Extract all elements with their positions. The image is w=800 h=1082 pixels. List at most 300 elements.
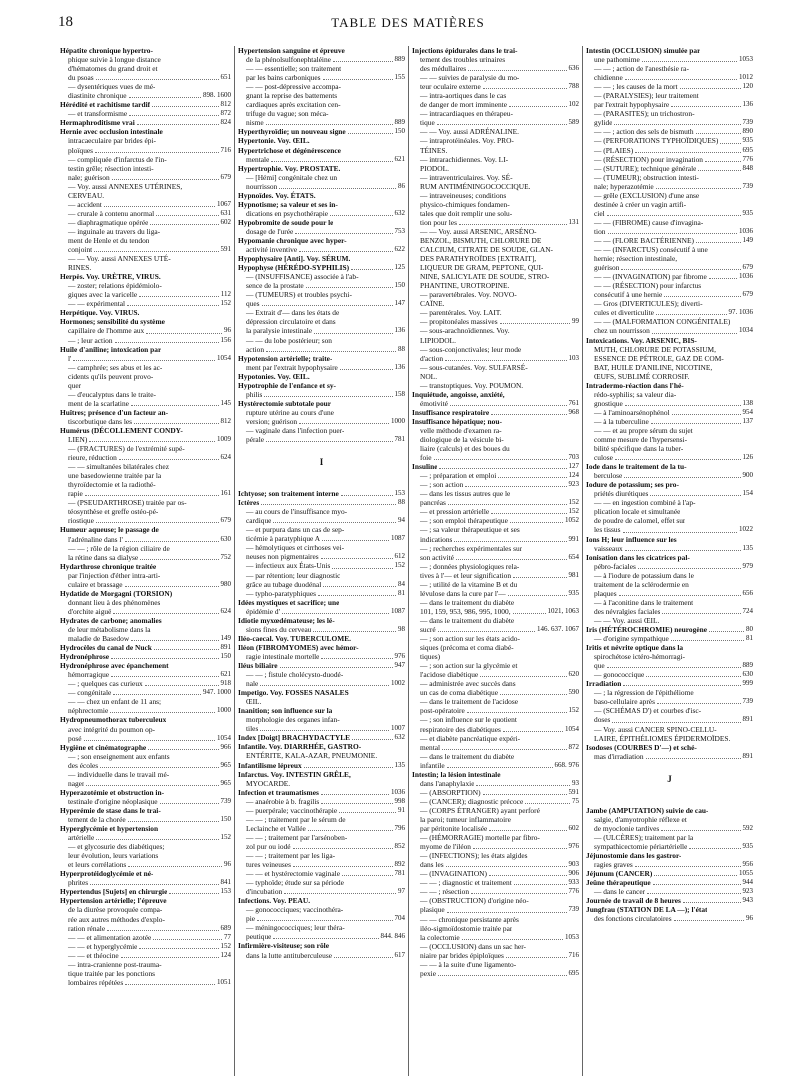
entry-text: — (PARALYSIES); leur traitement (594, 91, 699, 101)
leader-dots (104, 206, 215, 207)
leader-dots (306, 287, 393, 288)
entry-text: peutique (246, 932, 272, 942)
leader-dots (650, 495, 740, 496)
entry-text: mentale (246, 154, 270, 164)
index-entry (412, 544, 579, 553)
index-entry (60, 607, 231, 616)
leader-dots (514, 884, 567, 885)
entry-text: cules et diverticulite (594, 308, 654, 318)
entry-text: Iritis et névrite optique dans la (586, 643, 684, 653)
index-entry (60, 245, 231, 254)
entry-text: Infantile. Voy. DIARRHÉE, GASTRO- (238, 742, 362, 752)
entry-text: d'action (420, 353, 444, 363)
entry-text: — ; son influence sur le quotient (420, 715, 517, 725)
index-entry (412, 100, 579, 109)
leader-dots (635, 866, 741, 867)
index-entry (412, 173, 579, 182)
index-entry (60, 580, 231, 589)
page-ref: 136 (394, 362, 405, 371)
entry-text: guérison (594, 263, 620, 273)
entry-text: gnostique (594, 398, 623, 408)
index-entry (412, 498, 579, 507)
leader-dots (513, 613, 546, 614)
page-ref: 752 (220, 552, 231, 561)
index-entry (238, 299, 405, 308)
index-headword (586, 381, 753, 390)
entry-text: Insuffisance hépatique; nou- (412, 416, 502, 426)
index-entry (60, 64, 231, 73)
index-entry (60, 697, 231, 706)
index-entry (412, 489, 579, 498)
index-entry (238, 281, 405, 290)
entry-text: Jéjunum (CANCER) (586, 869, 653, 879)
page-ref: 152 (220, 833, 231, 842)
entry-text: sucré (420, 625, 436, 634)
index-entry (238, 525, 405, 534)
leader-dots (299, 423, 389, 424)
index-entry (238, 625, 405, 634)
entry-text: — intraveineuses; conditions (420, 190, 507, 200)
page-ref: 102 (568, 100, 579, 109)
index-headword (238, 941, 405, 950)
entry-text: — ; son action (420, 480, 464, 490)
leader-dots (471, 893, 566, 894)
index-entry (238, 326, 405, 335)
index-entry (238, 272, 405, 281)
entry-text: par les bains carboniques (246, 73, 321, 83)
index-entry (238, 589, 405, 598)
entry-text: Inanition; son influence sur la (238, 706, 333, 716)
leader-dots (127, 305, 218, 306)
entry-text: — (PSEUDARTHROSE) traitée par os- (68, 498, 187, 508)
page-ref: 966 (220, 742, 231, 751)
index-entry (412, 580, 579, 589)
page-ref: 624 (220, 453, 231, 462)
entry-text: morphologie des organes infan- (246, 715, 340, 725)
entry-text: destinée à créer un vagin artifi- (594, 199, 687, 209)
index-entry (412, 905, 579, 914)
entry-text: — — Voy. aussi ANNEXES UTÉ- (68, 254, 171, 264)
page-ref: 589 (568, 118, 579, 127)
leader-dots (625, 405, 741, 406)
index-entry (586, 426, 753, 435)
entry-text: — (RÉSECTION) pour invagination (594, 154, 703, 164)
page-ref: 812 (220, 416, 231, 425)
entry-text: Injections épidurales dans le trai- (412, 46, 518, 55)
page-ref: 1067 (217, 199, 231, 208)
index-entry (238, 308, 405, 317)
index-headword (238, 127, 405, 136)
page-ref: 161 (220, 489, 231, 498)
leader-dots (454, 541, 566, 542)
leader-dots (321, 803, 392, 804)
leader-dots (612, 722, 740, 723)
index-entry (412, 915, 579, 924)
index-entry (586, 354, 753, 363)
entry-text: ploïques (68, 145, 94, 155)
entry-text: — — expérimental (68, 299, 126, 309)
page-ref: 954 (742, 407, 753, 416)
index-headword (60, 408, 231, 417)
entry-text: — inguinale au travers du liga- (68, 226, 161, 236)
entry-text: — à l'aminoarsénophénol (594, 407, 670, 417)
index-headword (238, 263, 405, 272)
index-entry (412, 661, 579, 670)
entry-text: Hérédité et rachitisme tardif (60, 100, 151, 110)
entry-text: BENZOL, BISMUTH, CHLORURE DE (420, 235, 542, 245)
entry-text: un cas de coma diabétique (420, 688, 498, 698)
entry-text: trifuge du vague; son méca- (246, 109, 329, 119)
entry-text: ticémie à paratyphique A (246, 534, 321, 544)
index-entry (412, 670, 579, 679)
entry-text: émotivité (420, 398, 448, 408)
index-entry (586, 661, 753, 670)
entry-text: ment de Henle et du tendon (68, 235, 150, 245)
page-ref: 716 (568, 950, 579, 959)
page-ref: 695 (742, 145, 753, 154)
entry-text: épidémie d' (246, 606, 280, 616)
index-headword (238, 661, 405, 670)
index-entry (586, 408, 753, 417)
leader-dots (150, 224, 218, 225)
index-entry (412, 435, 579, 444)
page-ref: 1036 (739, 226, 753, 235)
entry-text: Intoxications. Voy. ARSENIC, BIS- (586, 335, 697, 345)
index-entry (238, 118, 405, 127)
index-entry (586, 498, 753, 507)
page-ref: 979 (742, 561, 753, 570)
index-entry (586, 435, 753, 444)
entry-text: myome de l'iléon (420, 842, 472, 852)
entry-text: nale (246, 679, 259, 689)
index-entry (412, 779, 579, 788)
entry-text: l' (68, 353, 72, 363)
index-headword (60, 652, 231, 661)
entry-text: — sous-arachnoïdiennes. Voy. (420, 326, 510, 336)
entry-text: Hydrates de carbone; anomalies (60, 615, 162, 625)
index-entry (412, 806, 579, 815)
entry-text: ŒIL. (246, 697, 262, 707)
leader-dots (351, 269, 392, 270)
leader-dots (262, 305, 393, 306)
leader-dots (447, 767, 553, 768)
index-entry (586, 73, 753, 82)
entry-text: — — et alimentation azotée (68, 932, 152, 942)
index-entry (412, 924, 579, 933)
leader-dots (323, 586, 396, 587)
index-entry (586, 752, 753, 761)
leader-dots (709, 278, 737, 279)
index-entry (586, 64, 753, 73)
leader-dots (446, 866, 567, 867)
index-entry (412, 797, 579, 806)
index-entry (586, 706, 753, 715)
index-entry (238, 290, 405, 299)
page-ref: 621 (220, 670, 231, 679)
page-ref: 94 (398, 516, 405, 525)
index-entry (412, 426, 579, 435)
entry-text: chez un nourrisson (594, 326, 650, 336)
index-headword (586, 851, 753, 860)
index-entry (60, 390, 231, 399)
entry-text: tique (420, 118, 435, 128)
page-ref: 1053 (565, 932, 579, 941)
leader-dots (525, 803, 570, 804)
entry-text: — anaérobie à b. fragilis (246, 796, 320, 806)
page-ref: 788 (568, 82, 579, 91)
entry-text: — Extrait d'— dans les états de (246, 308, 340, 318)
entry-text: tion (594, 226, 606, 236)
index-entry (60, 263, 231, 272)
entry-text: — intra-aortiques dans le cas (420, 91, 507, 101)
leader-dots (266, 124, 393, 125)
entry-text: — gonococcique (594, 670, 645, 680)
page-ref: 944 (742, 878, 753, 887)
page-ref: 781 (394, 869, 405, 878)
leader-dots (89, 441, 215, 442)
index-entry (412, 571, 579, 580)
index-entry (60, 73, 231, 82)
entry-text: Hygiène et cinématographe (60, 742, 147, 752)
page-ref: 153 (220, 887, 231, 896)
entry-text: — dans le cancer (594, 887, 646, 897)
page-ref: 824 (220, 118, 231, 127)
index-entry (238, 878, 405, 887)
entry-text: — — ; rôle de la région ciliaire de (68, 543, 170, 553)
entry-text: Huile d'aniline; intoxication par (60, 344, 162, 354)
index-entry (60, 435, 231, 444)
entry-text: Iode dans le traitement de la tu- (586, 462, 687, 472)
page-ref: 91 (398, 805, 405, 814)
index-entry (586, 670, 753, 679)
page-ref: 149 (742, 235, 753, 244)
entry-text: Jeûne thérapeutique (586, 878, 651, 888)
index-entry (60, 227, 231, 236)
leader-dots (621, 269, 740, 270)
entry-text: d'orchite aiguë (68, 606, 112, 616)
entry-text: de poudre de calomel, effet sur (594, 516, 686, 526)
leader-dots (683, 902, 741, 903)
entry-text: PIODOL. (420, 163, 449, 173)
entry-text: consécutif à une hernie (594, 290, 663, 300)
index-entry (412, 118, 579, 127)
entry-text: rapie (68, 489, 83, 499)
entry-text: — typho-paratyphiques (246, 588, 316, 598)
entry-text: NINE, SALICYLATE DE SOUDE, STRO- (420, 272, 550, 282)
index-entry (238, 932, 405, 941)
entry-text: Jéjunostomie dans les gastror- (586, 850, 682, 860)
index-entry (412, 263, 579, 272)
page-ref: 891 (742, 715, 753, 724)
entry-text: — — Voy. aussi ŒIL. (594, 615, 660, 625)
entry-text: Infantilisme lépreux (238, 760, 302, 770)
entry-text: — — ; traitement par l'arsénoben- (246, 832, 348, 842)
index-entry (60, 978, 231, 987)
entry-text: culaire et brassage (68, 579, 123, 589)
entry-text: — dysentériques vues de mé- (68, 82, 156, 92)
page-ref: 980 (220, 579, 231, 588)
entry-text: tement de la chorée (68, 814, 126, 824)
entry-text: la paralysie intestinale (246, 326, 313, 336)
index-entry (586, 317, 753, 326)
leader-dots (273, 522, 396, 523)
entry-text: Hypomanie chronique avec hyper- (238, 235, 347, 245)
index-entry (586, 118, 753, 127)
entry-text: Hypotension artérielle; traite- (238, 353, 333, 363)
entry-text: ŒUFS, SUBLIMÉ CORROSIF. (594, 371, 690, 381)
index-entry (412, 236, 579, 245)
index-entry (412, 860, 579, 869)
leader-dots (128, 821, 219, 822)
page-ref: 1012 (739, 73, 753, 82)
index-entry (238, 851, 405, 860)
index-entry (412, 743, 579, 752)
section-letter: I (319, 457, 324, 468)
index-headword (412, 390, 579, 399)
index-entry (586, 634, 753, 643)
entry-text: son activité (420, 552, 454, 562)
index-entry (586, 326, 753, 335)
page-ref: 753 (394, 226, 405, 235)
entry-text: giques avec la varicelle (68, 290, 138, 300)
entry-text: Infirmière-visiteuse; son rôle (238, 941, 329, 951)
leader-dots (131, 640, 218, 641)
index-entry (586, 363, 753, 372)
leader-dots (154, 649, 219, 650)
page-ref: 126 (742, 453, 753, 462)
entry-text: — ; son enseignement aux enfants (68, 751, 170, 761)
entry-text: Hydarthrose chronique traitée (60, 561, 157, 571)
entry-text: — — du lobe postérieur; son (246, 335, 333, 345)
page-ref: 891 (220, 643, 231, 652)
entry-text: — individuelle dans le travail mé- (68, 769, 170, 779)
leader-dots (657, 703, 741, 704)
page-ref: 947 (394, 661, 405, 669)
page-ref: 152 (568, 507, 579, 516)
entry-text: comme mesure de l'hypersensi- (594, 435, 688, 445)
index-entry (412, 444, 579, 453)
index-headword (238, 164, 405, 173)
leader-dots (500, 323, 570, 324)
index-headword (586, 878, 753, 887)
index-headword (412, 417, 579, 426)
index-entry (238, 64, 405, 73)
index-headword (60, 127, 231, 136)
entry-text: la paroi; tumeur inflammatoire (420, 814, 511, 824)
page-ref: 935 (742, 208, 753, 217)
entry-text: — — à la suite d'une ligamento- (420, 959, 517, 969)
page-ref: 1034 (739, 326, 753, 335)
index-entry (412, 73, 579, 82)
index-entry (412, 308, 579, 317)
leader-dots (90, 884, 218, 885)
index-entry (60, 290, 231, 299)
leader-dots (348, 133, 393, 134)
index-entry (412, 734, 579, 743)
index-entry (238, 317, 405, 326)
entry-text: — et diabète pancréatique expéri- (420, 733, 521, 743)
page-ref: 120 (742, 82, 753, 91)
leader-dots (491, 414, 566, 415)
index-headword (60, 887, 231, 896)
page-ref: 848 (742, 163, 753, 172)
index-entry (412, 933, 579, 942)
page-ref: 844. 846 (380, 932, 405, 941)
leader-dots (322, 540, 389, 541)
page-title: TABLE DES MATIÈRES (331, 15, 485, 30)
entry-text: — — ; traitement par le sérum de (246, 814, 346, 824)
page-ref: 150 (394, 127, 405, 136)
page-ref: 152 (394, 561, 405, 570)
entry-text: — ; leur action (68, 335, 113, 345)
index-entry (238, 905, 405, 914)
entry-text: — et purpura dans un cas de sep- (246, 525, 345, 535)
entry-text: tures veineuses (246, 860, 291, 870)
leader-dots (84, 740, 215, 741)
index-headword (60, 824, 231, 833)
index-entry (238, 209, 405, 218)
index-headword (60, 308, 231, 317)
entry-text: — — ; traitement par les liga- (246, 850, 336, 860)
index-entry (586, 91, 753, 100)
page-ref: 1000 (217, 706, 231, 715)
index-entry (60, 725, 231, 734)
leader-dots (111, 676, 218, 677)
index-entry (60, 381, 231, 390)
entry-text: cardique (246, 516, 272, 526)
entry-text: par péritonite localisée (420, 824, 488, 834)
page-ref: 154 (742, 489, 753, 498)
entry-text: ragies graves (594, 860, 633, 870)
page-ref: 147 (394, 299, 405, 308)
index-entry (238, 887, 405, 896)
page-ref: 956 (742, 860, 753, 869)
page-ref: 943 (742, 896, 753, 905)
page-ref: 590 (568, 688, 579, 697)
page-ref: 632 (394, 733, 405, 742)
entry-text: — grêle (EXCLUSION) d'une anse (594, 190, 700, 200)
index-entry (60, 480, 231, 489)
leader-dots (508, 595, 567, 596)
index-headword (60, 426, 231, 435)
leader-dots (257, 920, 392, 921)
page-ref: 617 (394, 950, 405, 959)
leader-dots (671, 640, 744, 641)
entry-text: zol pur ou iodé (246, 841, 291, 851)
index-entry (586, 109, 753, 118)
index-entry (60, 82, 231, 91)
entry-text: infantile (420, 760, 445, 770)
index-entry (412, 64, 579, 73)
index-entry (412, 164, 579, 173)
entry-text: Journée de travail de 8 heures (586, 896, 681, 906)
entry-text: dans l'anaphylaxie (420, 778, 475, 788)
entry-text: de leur métabolisme dans la (68, 625, 151, 634)
index-entry (238, 345, 405, 354)
entry-text: Hépatite chronique hypertro- (60, 46, 153, 55)
entry-text: — — simultanées bilatérales chez (68, 462, 169, 472)
index-entry (412, 833, 579, 842)
entry-text: Ionisation dans les cicatrices pal- (586, 552, 690, 562)
page-ref: 1007 (391, 724, 405, 733)
index-entry (238, 155, 405, 164)
entry-text: spirochétose ictéro-hémorragi- (594, 652, 685, 662)
index-entry (60, 833, 231, 842)
leader-dots (607, 215, 741, 216)
index-headword (238, 688, 405, 697)
index-entry (586, 860, 753, 869)
page-ref: 1054 (565, 724, 579, 733)
